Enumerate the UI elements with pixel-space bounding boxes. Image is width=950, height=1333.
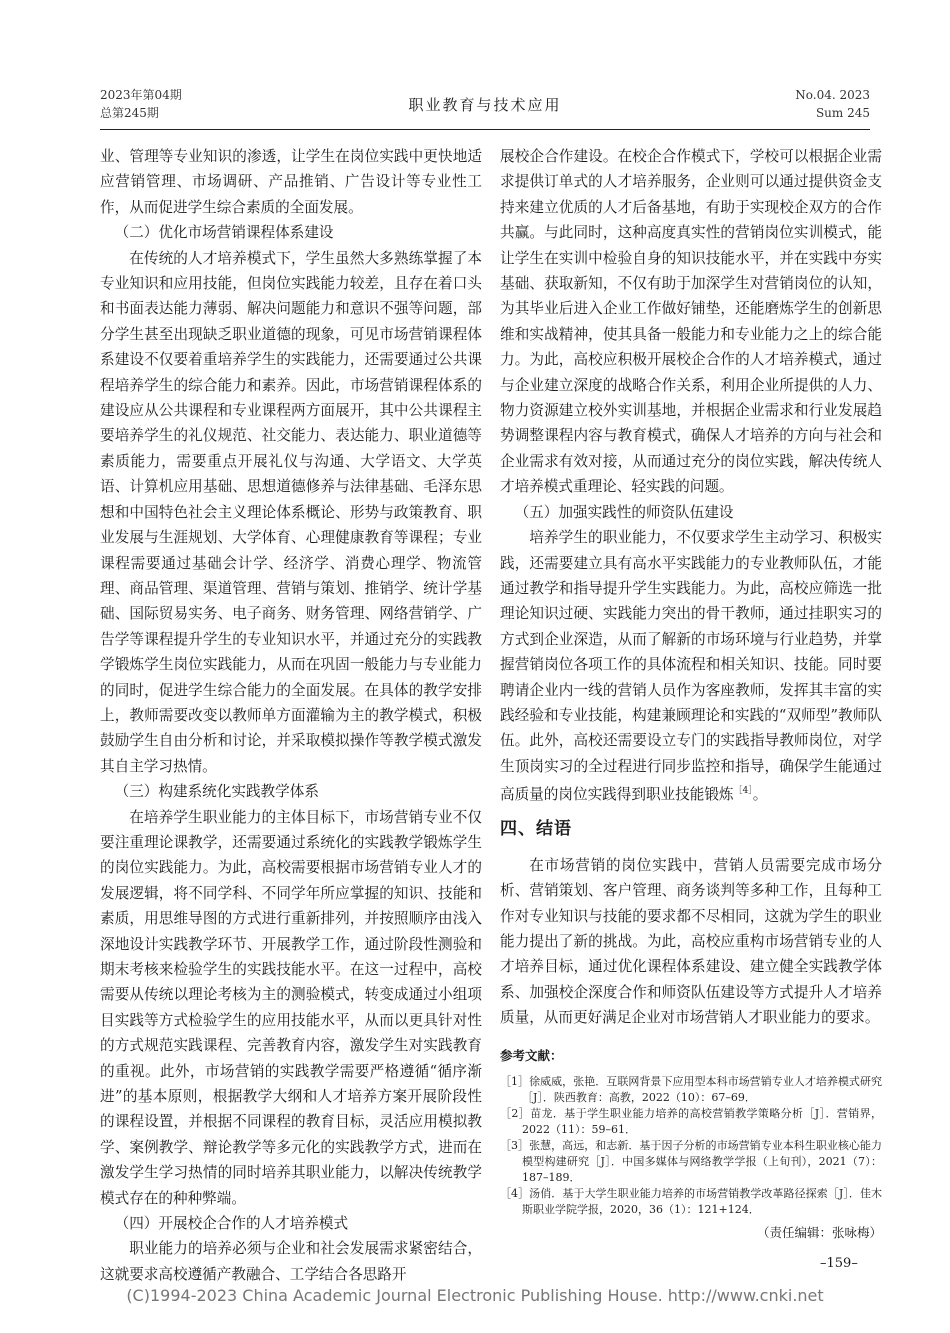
journal-title: 职业教育与技术应用 xyxy=(408,96,562,114)
responsible-editor: （责任编辑：张咏梅） xyxy=(756,1225,882,1241)
paragraph: 在市场营销的岗位实践中，营销人员需要完成市场分析、营销策划、客户管理、商务谈判等多种工作，且每种工作对专业知识与技能的要求都不尽相同，这就为学生的职业能力提出了新的挑战。为此，高校应重构市场营销专业的人才培养目标，通过优化课程体系建设、建立健全实践教学体系、加强校企深度合作和师资队伍建设等方式提升人才培养质量，从而更好满足企业对市场营销人才职业能力的要求。 xyxy=(500,856,882,1027)
paragraph-text: 培养学生的职业能力，不仅要求学生主动学习、积极实践，还需要建立具有高水平实践能力的专业教师队伍，才能通过教学和指导提升学生实践能力。为此，高校应筛选一批理论知识过硬、实践能力突出的骨干教师，通过挂职实习的方式到企业深造，从而了解新的市场环境与行业趋势，并掌握营销岗位各项工作的具体流程和相关知识、技能。同时要聘请企业内一线的营销人员作为客座教师，发挥其丰富的实践经验和专业技能，构建兼顾理论和实践的“双师型”教师队伍。此外，高校还需要设立专门的实践指导教师岗位，对学生顶岗实习的全过程进行同步监控和指导，确保学生能通过高质量的岗位实践得到职业技能锻炼 xyxy=(500,529,882,804)
section-heading: （四）开展校企合作的人才培养模式 xyxy=(114,1215,349,1233)
reference-item: ［4］汤俏．基于大学生职业能力培养的市场营销教学改革路径探索［J］．佳木斯职业学院学报，2020，36（1）：121+124． xyxy=(500,1187,882,1217)
section-heading: （五）加强实践性的师资队伍建设 xyxy=(514,503,734,521)
section-heading: （二）优化市场营销课程体系建设 xyxy=(114,224,334,242)
references-title: 参考文献： xyxy=(500,1047,563,1063)
header-rule xyxy=(100,129,870,130)
reference-item: ［3］张慧，高远，和志新．基于因子分析的市场营销专业本科生职业核心能力模型构建研究［J］．中国多媒体与网络教学学报（上旬刊），2021（7）：187–189． xyxy=(500,1139,882,1185)
citation: ［4］ xyxy=(733,786,753,797)
right-column xyxy=(500,144,882,1245)
page-number: –159– xyxy=(820,1256,858,1271)
conclusion-heading: 四、结语 xyxy=(500,819,572,840)
paragraph: 在培养学生职业能力的主体目标下，市场营销专业不仅要注重理论课教学，还需要通过系统化的实践教学锻炼学生的岗位实践能力。为此，高校需要根据市场营销专业人才的发展逻辑，将不同学科、不同学年所应掌握的知识、技能和素质，用思维导图的方式进行重新排列，并按照顺序由浅入深地设计实践教学环节、开展教学工作，通过阶段性测验和期末考核来检验学生的实践技能水平。在这一过程中，高校需要从传统以理论考核为主的测验模式，转变成通过小组项目实践等方式检验学生的应用技能水平，从而以更具针对性的方式规范实践课程、完善教育内容，激发学生对实践教育的重视。此外，市场营销的实践教学需要严格遵循“循序渐进”的基本原则，根据教学大纲和人才培养方案开展阶段性的课程设置，并根据不同课程的教育目标，灵活应用模拟教学、案例教学、辩论教学等多元化的实践教学方式，进而在激发学生学习热情的同时培养其职业能力，以解决传统教学模式存在的种种弊端。 xyxy=(100,808,482,1207)
header-number-info xyxy=(795,86,870,122)
reference-item: ［2］苗龙．基于学生职业能力培养的高校营销教学策略分析［J］．营销界，2022（11）：59–61． xyxy=(500,1107,882,1137)
paragraph: 在传统的人才培养模式下，学生虽然大多熟练掌握了本专业知识和应用技能，但岗位实践能力较差，且存在着口头和书面表达能力薄弱、解决问题能力和意识不强等问题，部分学生甚至出现缺乏职业道德的现象，可见市场营销课程体系建设不仅要着重培养学生的实践能力，还需要通过公共课程培养学生的综合能力和素养。因此，市场营销课程体系的建设应从公共课程和专业课程两方面展开，其中公共课程主要培养学生的礼仪规范、社交能力、表达能力、职业道德等素质能力，需要重点开展礼仪与沟通、大学语文、大学英语、计算机应用基础、思想道德修养与法律基础、毛泽东思想和中国特色社会主义理论体系概论、形势与政策教育、职业发展与生涯规划、大学体育、心理健康教育等课程；专业课程需要通过基础会计学、经济学、消费心理学、物流管理、商品管理、渠道管理、营销与策划、推销学、统计学基础、国际贸易实务、电子商务、财务管理、网络营销学、广告学等课程提升学生的专业知识水平，并通过充分的实践教学锻炼学生岗位实践能力，从而在巩固一般能力与专业能力的同时，促进学生综合能力的全面发展。在具体的教学安排上，教师需要改变以教师单方面灌输为主的教学模式，积极鼓励学生自由分析和讨论，并采取模拟操作等教学模式激发其自主学习热情。 xyxy=(100,249,482,775)
header-year-issue: 2023年第04期 xyxy=(100,88,182,102)
paragraph: 业、管理等专业知识的渗透，让学生在岗位实践中更快地适应营销管理、市场调研、产品推销、广告设计等专业性工作，从而促进学生综合素质的全面发展。 xyxy=(100,148,482,216)
page-header xyxy=(100,86,870,126)
header-total-issue: 总第245期 xyxy=(100,106,159,120)
paragraph xyxy=(500,525,882,807)
header-no: No.04. 2023 xyxy=(795,88,870,102)
left-column xyxy=(100,144,482,1287)
paragraph: 职业能力的培养必须与企业和社会发展需求紧密结合，这就要求高校遵循产教融合、工学结合各思路开 xyxy=(100,1240,482,1283)
copyright-footer: (C)1994-2023 China Academic Journal Electronic Publishing House. http://www.cnki.net xyxy=(126,1286,824,1305)
header-sum: Sum 245 xyxy=(815,106,870,120)
section-heading: （三）构建系统化实践教学体系 xyxy=(114,783,319,801)
paragraph: 展校企合作建设。在校企合作模式下，学校可以根据企业需求提供订单式的人才培养服务，企业则可以通过提供资金支持来建立优质的人才后备基地，有助于实现校企双方的合作共赢。与此同时，这种高度真实性的营销岗位实训模式，能让学生在实训中检验自身的知识技能水平，并在实践中夯实基础、获取新知，不仅有助于加深学生对营销岗位的认知，为其毕业后进入企业工作做好铺垫，还能磨炼学生的创新思维和实战精神，使其具备一般能力和专业能力之上的综合能力。为此，高校应积极开展校企合作的人才培养模式，通过与企业建立深度的战略合作关系，利用企业所提供的人力、物力资源建立校外实训基地，并根据企业需求和行业发展趋势调整课程内容与教育模式，确保人才培养的方向与社会和企业需求有效对接，从而通过充分的岗位实践，解决传统人才培养模式重理论、轻实践的问题。 xyxy=(500,148,882,496)
reference-item: ［1］徐威威，张艳．互联网背景下应用型本科市场营销专业人才培养模式研究［J］．陕西教育：高教，2022（10）：67–69． xyxy=(500,1075,882,1105)
paragraph-end: 。 xyxy=(752,786,768,804)
